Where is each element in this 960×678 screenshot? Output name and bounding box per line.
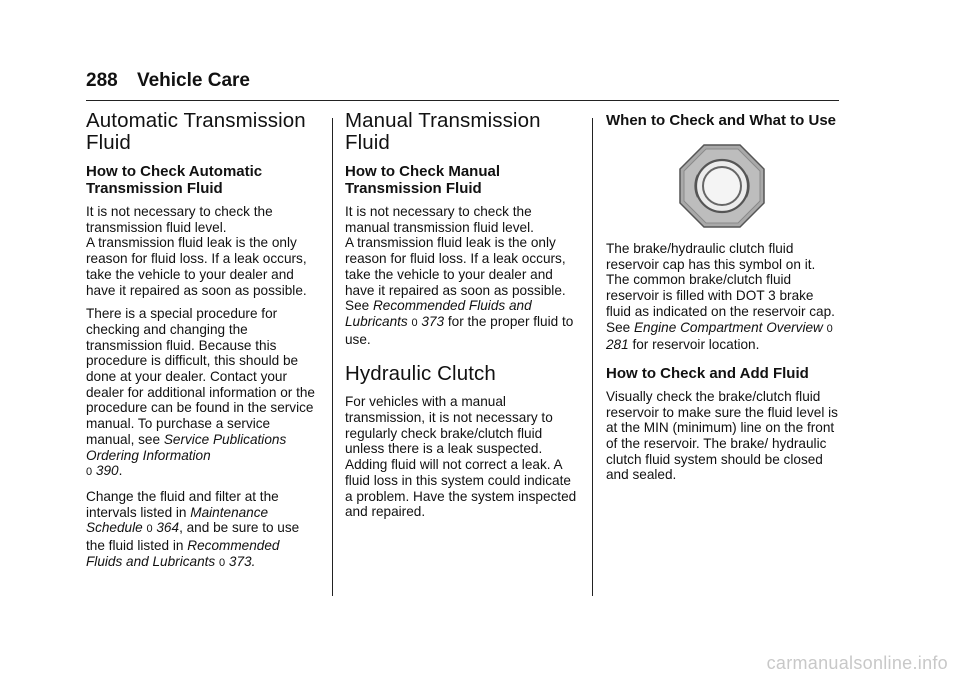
paragraph: There is a special procedure for checking and changing the transmission fluid. Because this procedure is difficult, this should be done at your dealer. Contact your dealer for additional information or the procedure can be found in the service manual. To purchase a service manual, see Service Publications Ordering Information 0 390.: [86, 306, 315, 479]
xref-maintenance-schedule[interactable]: Maintenance Schedule: [86, 504, 269, 536]
paragraph: Change the fluid and filter at the intervals listed in Maintenance Schedule 0 364, and be sure to use the fluid listed in Recommended Fluids and Lubricants 0 373.: [86, 488, 300, 569]
subheading-check-add-fluid: How to Check and Add Fluid: [606, 364, 809, 382]
paragraph: For vehicles with a manual transmission, it is not necessary to regularly check brake/clutch fluid unless there is a leak suspected. Adding fluid will not correct a leak. A fluid loss in this system could indicate a problem. Have the system inspected and repaired.: [345, 394, 577, 520]
section-heading-hydraulic-clutch: Hydraulic Clutch: [345, 362, 496, 386]
page-ref[interactable]: 373: [421, 313, 445, 329]
watermark: carmanualsonline.info: [766, 653, 948, 673]
column-automatic-transmission: [86, 110, 318, 579]
page-ref-arrow-icon: 0: [146, 523, 153, 536]
page-ref[interactable]: 364: [156, 520, 180, 536]
text: It is not necessary to check the manual transmission fluid level.: [345, 204, 534, 235]
text: A transmission fluid leak is the only reason for fluid loss. If a leak occurs, take the vehicle to your dealer and have it repaired as soon as possible. See: [345, 235, 566, 314]
page-ref-arrow-icon: 0: [86, 466, 93, 479]
page-ref[interactable]: 390: [95, 463, 119, 479]
brake-fluid-symbol-icon: [606, 143, 838, 229]
subheading-check-automatic: How to Check Automatic Transmission Fluid: [86, 163, 263, 197]
section-heading-manual: Manual Transmission Fluid: [345, 109, 541, 154]
paragraph: [345, 204, 577, 347]
column-divider-1: [332, 118, 333, 596]
text: There is a special procedure for checking and changing the transmission fluid. Because this procedure is difficult, this should be done at your dealer. Contact your dealer for additional information or the procedure can be found in the service manual. To purchase a service manual, see: [86, 306, 315, 447]
text: It is not necessary to check the transmission fluid level.: [86, 204, 273, 235]
column-when-to-check: [606, 110, 838, 491]
text: A transmission fluid leak is the only reason for fluid loss. If a leak occurs, take the vehicle to your dealer and have it repaired as soon as possible.: [86, 235, 307, 298]
text: The brake/hydraulic clutch fluid reservoir cap has this symbol on it. The common brake/clutch fluid reservoir is filled with DOT 3 brake fluid as indicated on the reservoir cap. See: [606, 241, 835, 335]
page-ref-arrow-icon: 0: [826, 322, 833, 335]
text: , and be sure to use the fluid listed in: [86, 520, 300, 554]
header-rule: [86, 100, 839, 101]
page-header: [86, 70, 250, 92]
page-ref-arrow-icon: 0: [411, 316, 418, 329]
column-manual-transmission: [345, 110, 577, 528]
subheading-when-to-check: When to Check and What to Use: [606, 112, 837, 129]
text: for the proper fluid to use.: [345, 313, 574, 347]
page-ref[interactable]: 373: [228, 553, 252, 569]
xref-recommended-fluids[interactable]: Recommended Fluids and Lubricants: [86, 538, 280, 569]
paragraph: [86, 204, 318, 298]
page-ref[interactable]: 281: [606, 337, 629, 353]
paragraph: [606, 241, 838, 353]
column-divider-2: [592, 118, 593, 596]
subheading-check-manual: How to Check Manual Transmission Fluid: [345, 163, 501, 197]
page-ref-arrow-icon: 0: [219, 556, 226, 569]
xref-recommended-fluids[interactable]: Recommended Fluids and Lubricants: [345, 298, 532, 329]
page-number: 288: [86, 70, 118, 91]
xref-engine-compartment[interactable]: Engine Compartment Overview: [633, 319, 823, 335]
section-title: Vehicle Care: [136, 70, 251, 91]
section-heading-automatic: Automatic Transmission Fluid: [86, 109, 306, 154]
text: for reservoir location.: [628, 337, 760, 353]
paragraph: Visually check the brake/clutch fluid reservoir to make sure the fluid level is at the MIN (minimum) line on the front of the reservoir. The brake/ hydraulic clutch fluid system should be closed and sealed.: [606, 388, 838, 483]
xref-service-publications[interactable]: Service Publications Ordering Information: [86, 431, 287, 463]
text: Change the fluid and filter at the intervals listed in: [86, 488, 279, 520]
